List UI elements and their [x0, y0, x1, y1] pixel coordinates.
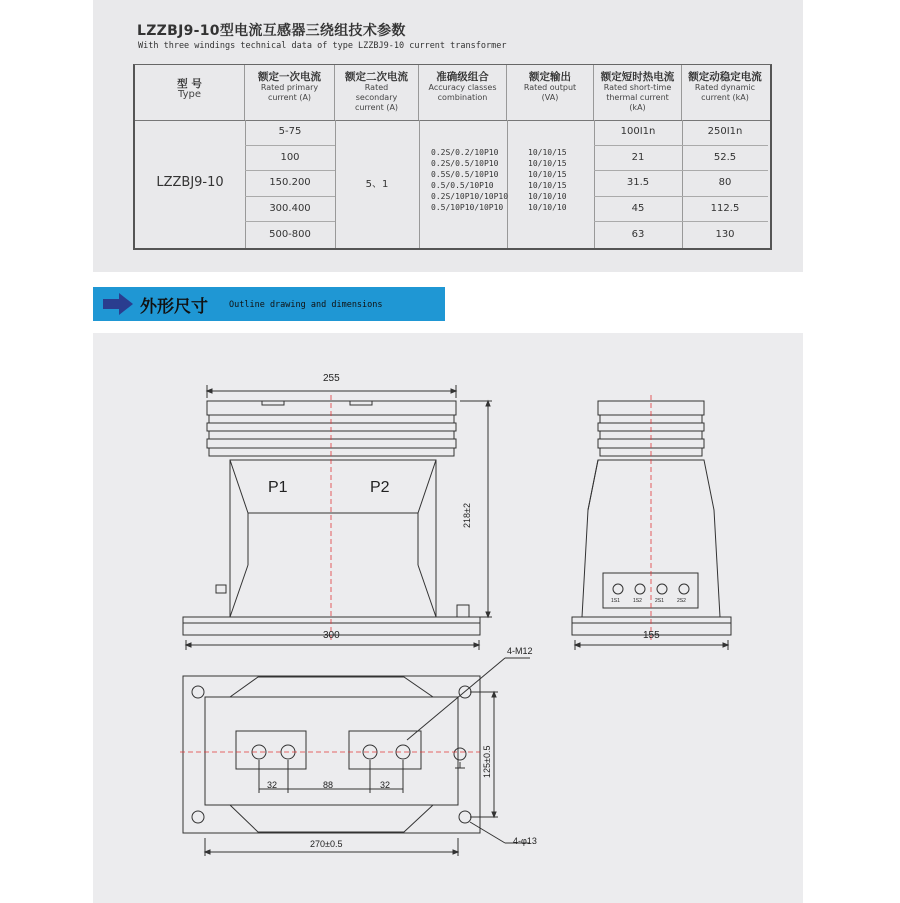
dim-terminal-right: 32	[380, 780, 391, 790]
dim-side-width: 155	[643, 630, 660, 641]
section-title: 外形尺寸	[140, 297, 208, 317]
dim-hole-spacing: 125±0.5	[482, 745, 492, 778]
accuracy-item: 0.5S/0.5/10P10	[431, 170, 499, 179]
terminal-p1-label: P1	[268, 479, 288, 496]
accuracy-item: 0.2S/10P10/10P10	[431, 192, 509, 201]
page-title: LZZBJ9-10型电流互感器三绕组技术参数	[137, 23, 406, 39]
page-subtitle: With three windings technical data of type LZZBJ9-10 current transformer	[138, 41, 507, 51]
thermal-cell: 31.5	[626, 177, 650, 188]
dynamic-cell: 250I1n	[707, 126, 743, 137]
dim-top-width: 255	[323, 373, 340, 384]
col-header-primary: 额定一次电流 Rated primary current (A)	[245, 65, 335, 120]
col-header-output: 额定输出 Rated output (VA)	[507, 65, 594, 120]
terminal-p2-label: P2	[370, 479, 390, 496]
col-header-type: 型 号 Type	[135, 65, 245, 120]
dynamic-cell: 112.5	[710, 203, 740, 214]
col-header-dynamic: 额定动稳定电流 Rated dynamic current (kA)	[688, 71, 762, 102]
side-view	[572, 395, 731, 650]
output-item: 10/10/15	[528, 148, 567, 157]
output-item: 10/10/15	[528, 159, 567, 168]
output-item: 10/10/10	[528, 203, 567, 212]
primary-cell: 100	[280, 152, 300, 163]
accuracy-item: 0.2S/0.2/10P10	[431, 148, 499, 157]
secondary-value: 5、1	[365, 179, 389, 190]
dynamic-cell: 80	[718, 177, 732, 188]
dynamic-cell: 130	[715, 229, 735, 240]
dim-terminal-gap: 88	[323, 780, 334, 790]
front-view	[183, 385, 492, 650]
thermal-cell: 63	[631, 229, 645, 240]
dim-mounting-width: 270±0.5	[310, 839, 343, 849]
dim-base-width: 300	[323, 630, 340, 641]
secondary-terminal-label: 2S1	[655, 598, 664, 604]
primary-cell: 150.200	[269, 177, 311, 188]
type-value: LZZBJ9-10	[156, 175, 224, 190]
primary-cell: 5-75	[278, 126, 302, 137]
primary-cell: 300.400	[269, 203, 311, 214]
secondary-terminal-label: 1S2	[633, 598, 642, 604]
output-item: 10/10/15	[528, 181, 567, 190]
col-header-accuracy: 准确级组合 Accuracy classes combination	[419, 65, 507, 120]
primary-cell: 500-800	[269, 229, 311, 240]
dim-terminal-left: 32	[267, 780, 278, 790]
accuracy-item: 0.5/0.5/10P10	[431, 181, 494, 190]
thermal-cell: 100I1n	[620, 126, 656, 137]
top-view	[180, 658, 530, 856]
secondary-terminal-label: 2S2	[677, 598, 686, 604]
accuracy-item: 0.5/10P10/10P10	[431, 203, 504, 212]
dim-thread: 4-M12	[507, 646, 533, 656]
dynamic-cell: 52.5	[713, 152, 737, 163]
output-item: 10/10/10	[528, 192, 567, 201]
col-header-thermal: 额定短时热电流 Rated short-time thermal current (kA)	[594, 65, 682, 120]
section-subtitle: Outline drawing and dimensions	[229, 300, 383, 310]
secondary-terminal-label: 1S1	[611, 598, 620, 604]
dim-height: 218±2	[462, 503, 472, 528]
col-header-secondary: 额定二次电流 Rated secondary current (A)	[335, 65, 419, 120]
dim-hole-diameter: 4-φ13	[513, 836, 537, 846]
output-item: 10/10/15	[528, 170, 567, 179]
accuracy-item: 0.2S/0.5/10P10	[431, 159, 499, 168]
thermal-cell: 21	[631, 152, 645, 163]
thermal-cell: 45	[631, 203, 645, 214]
